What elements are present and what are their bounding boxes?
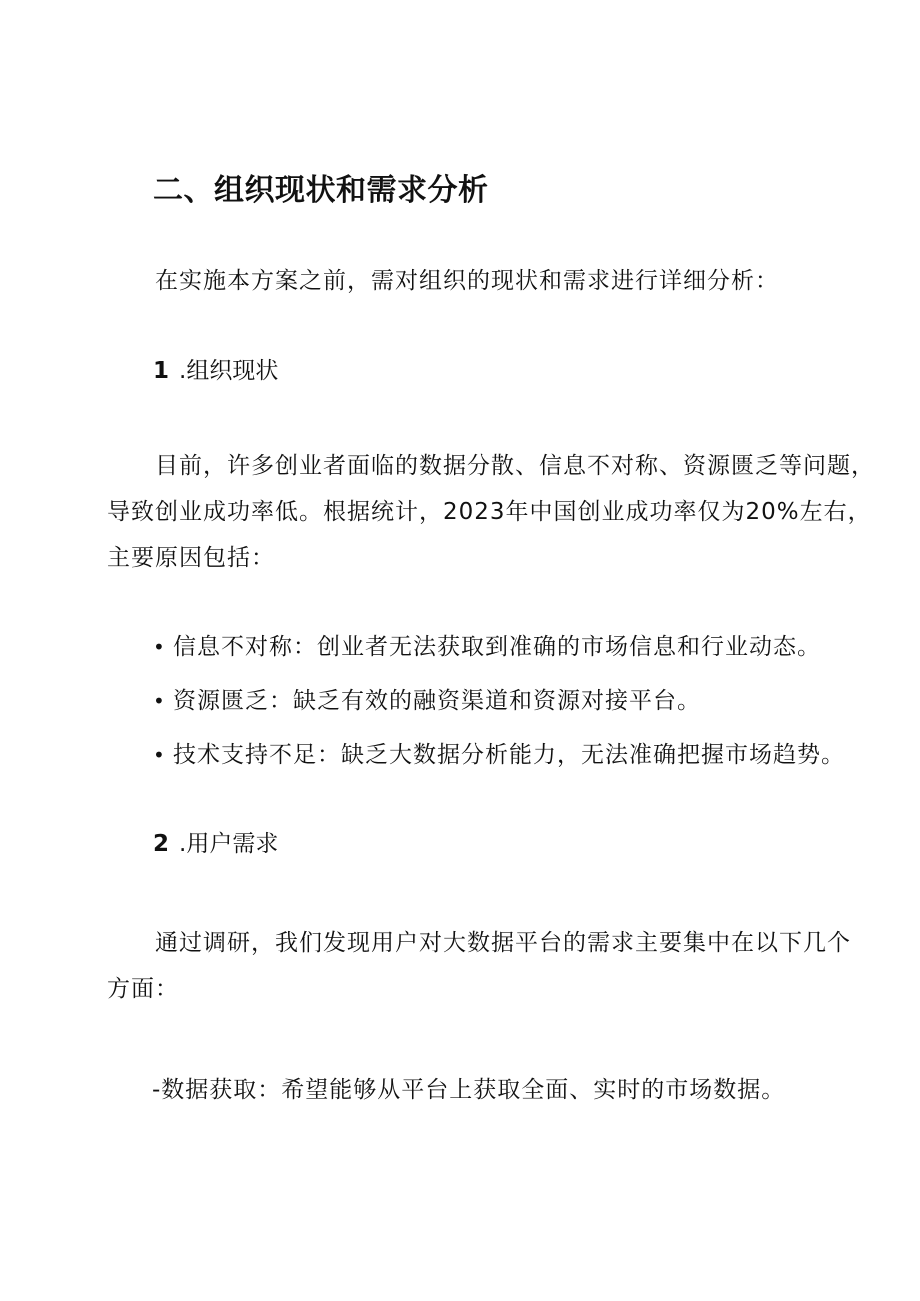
- list-item-text: 资源匮乏：缺乏有效的融资渠道和资源对接平台。: [173, 688, 701, 714]
- needs-paragraph-line: 通过调研，我们发现用户对大数据平台的需求主要集中在以下几个: [155, 930, 851, 956]
- list-item: [153, 740, 845, 794]
- status-paragraph-line: 导致创业成功率低。根据统计，2023年中国创业成功率仅为20%左右，: [107, 499, 872, 525]
- needs-item-data-acquisition: -数据获取：希望能够从平台上获取全面、实时的市场数据。: [152, 1077, 786, 1103]
- section-heading: 二、组织现状和需求分析: [153, 173, 489, 208]
- problem-list: [153, 632, 845, 794]
- needs-paragraph: [107, 920, 851, 1012]
- subsection-label-1: .组织现状: [179, 358, 279, 384]
- list-item-text: 信息不对称：创业者无法获取到准确的市场信息和行业动态。: [173, 634, 821, 660]
- bullet-icon: •: [153, 689, 166, 713]
- status-paragraph-line: 主要原因包括：: [107, 545, 275, 571]
- bullet-icon: •: [153, 743, 166, 767]
- status-paragraph: [107, 443, 875, 581]
- list-item-text: 技术支持不足：缺乏大数据分析能力，无法准确把握市场趋势。: [173, 742, 845, 768]
- list-item: [153, 632, 845, 686]
- needs-paragraph-line: 方面：: [107, 976, 179, 1002]
- list-item: [153, 686, 845, 740]
- subsection-title-2: [153, 825, 278, 858]
- subsection-number-2: 2: [153, 831, 170, 857]
- status-paragraph-line: 目前，许多创业者面临的数据分散、信息不对称、资源匮乏等问题，: [155, 453, 875, 479]
- subsection-number-1: 1: [153, 358, 170, 384]
- subsection-label-2: .用户需求: [179, 831, 279, 857]
- intro-paragraph: 在实施本方案之前，需对组织的现状和需求进行详细分析：: [155, 268, 779, 294]
- subsection-title-1: [153, 352, 278, 385]
- bullet-icon: •: [153, 635, 166, 659]
